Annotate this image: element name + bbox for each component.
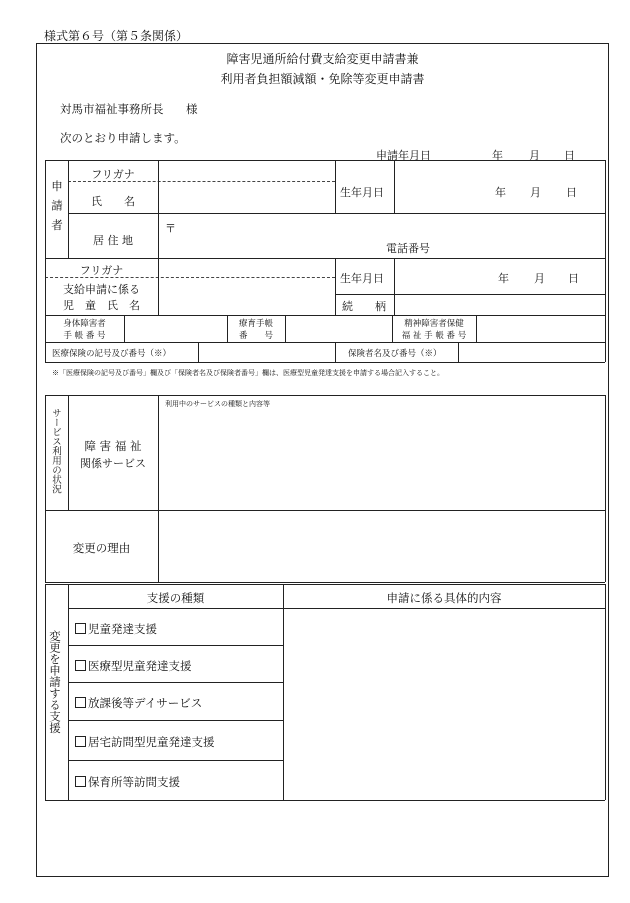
child-birth-month: 月	[534, 272, 545, 285]
form-number: 様式第６号（第５条関係）	[44, 29, 189, 43]
physical-notebook-label-1: 身体障害者	[63, 319, 106, 329]
applicant-birth-label: 生年月日	[340, 186, 384, 199]
support-side-label: 変更を申請する支援	[48, 630, 62, 734]
application-date-month: 月	[529, 149, 540, 162]
service-content-label: 利用中のサービスの種類と内容等	[165, 400, 270, 408]
support-detail-header: 申請に係る具体的内容	[386, 591, 502, 605]
child-name-label-1: 支給申請に係る	[63, 283, 140, 296]
applicant-furigana-label: フリガナ	[91, 168, 135, 181]
medical-insurance-label: 医療保険の記号及び番号（※）	[52, 349, 172, 359]
application-date-day: 日	[564, 149, 575, 162]
service-usage-side-label: サービス利用の状況	[50, 408, 61, 494]
child-birth-label: 生年月日	[340, 272, 384, 285]
checkbox-icon[interactable]	[75, 736, 86, 747]
application-date-year: 年	[492, 149, 503, 162]
checkbox-icon[interactable]	[75, 697, 86, 708]
postal-mark: 〒	[165, 222, 176, 235]
child-name-label-2: 児 童 氏 名	[63, 299, 140, 312]
applicant-birth-month: 月	[530, 186, 541, 199]
checkbox-icon[interactable]	[75, 623, 86, 634]
child-relation-label: 続 柄	[342, 300, 386, 313]
child-birth-day: 日	[568, 272, 579, 285]
physical-notebook-label-2: 手 帳 番 号	[63, 331, 106, 341]
checkbox-icon[interactable]	[75, 660, 86, 671]
change-reason-label: 変更の理由	[72, 541, 131, 555]
support-option[interactable]: 放課後等デイサービス	[75, 695, 202, 711]
checkbox-icon[interactable]	[75, 776, 86, 787]
child-furigana-label: フリガナ	[79, 264, 124, 277]
application-date-label: 申請年月日	[376, 149, 431, 162]
mental-notebook-label-2: 福 祉 手 帳 番 号	[401, 331, 467, 341]
service-category-label-1: 障 害 福 祉	[84, 439, 142, 453]
form-title-line1: 障害児通所給付費支給変更申請書兼	[226, 52, 419, 66]
rehab-notebook-label-2: 番 号	[238, 331, 273, 341]
insurance-note: ※「医療保険の記号及び番号」欄及び「保険者名及び保険者番号」欄は、医療型児童発達支援を申請する場合記入すること。	[52, 369, 444, 377]
support-type-header: 支援の種類	[146, 591, 205, 605]
addressee-office: 対馬市福祉事務所長	[60, 102, 164, 116]
applicant-address-label: 居 住 地	[93, 234, 133, 247]
applicant-section-label: 申請者	[50, 180, 64, 239]
applicant-birth-day: 日	[566, 186, 577, 199]
service-category-label-2: 関係サービス	[80, 457, 146, 470]
insurer-label: 保険者名及び番号（※）	[348, 349, 442, 359]
applicant-birth-year: 年	[495, 186, 506, 199]
child-birth-year: 年	[498, 272, 509, 285]
form-title-line2: 利用者負担額減額・免除等変更申請書	[220, 72, 425, 86]
addressee-honorific: 様	[186, 102, 198, 116]
applicant-name-label: 氏 名	[91, 195, 135, 208]
support-option[interactable]: 保育所等訪問支援	[75, 774, 180, 790]
intro-text: 次のとおり申請します。	[60, 131, 186, 145]
support-option[interactable]: 児童発達支援	[75, 621, 157, 637]
rehab-notebook-label-1: 療育手帳	[238, 319, 273, 329]
support-option[interactable]: 居宅訪問型児童発達支援	[75, 734, 215, 750]
support-option[interactable]: 医療型児童発達支援	[75, 658, 192, 674]
phone-label: 電話番号	[386, 242, 430, 255]
mental-notebook-label-1: 精神障害者保健	[404, 319, 464, 329]
